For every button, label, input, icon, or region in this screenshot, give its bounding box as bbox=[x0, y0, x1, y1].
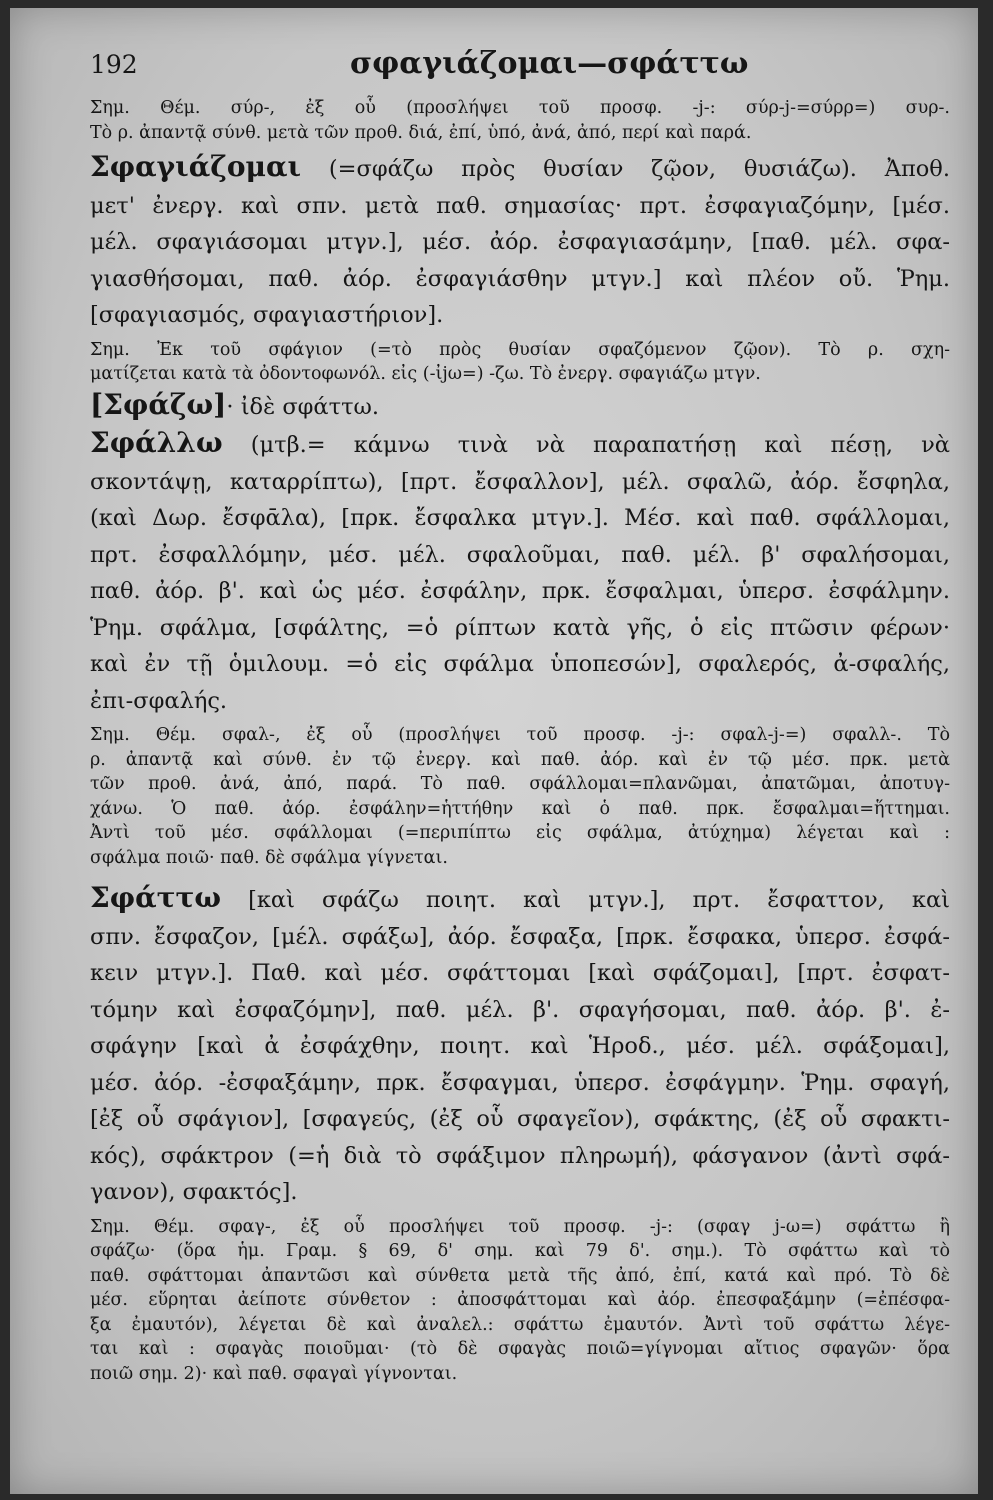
note-sfagiazomai bbox=[90, 338, 950, 387]
entry-line: μετ' ἐνεργ. καὶ σπν. μετὰ παθ. σημασίας· πρτ. ἐσφαγιαζόμην, [μέσ. bbox=[90, 192, 950, 219]
note-line: Σημ. Ἐκ τοῦ σφάγιον (=τὸ πρὸς θυσίαν σφαζόμενον ζῷον). Τὸ ρ. σχη- bbox=[90, 339, 950, 360]
lemma: Σφάττω bbox=[90, 881, 222, 914]
entry-line: σπν. ἔσφαζον, [μέλ. σφάξω], ἀόρ. ἔσφαξα, [πρκ. ἔσφακα, ὑπερσ. ἐσφά- bbox=[90, 923, 950, 950]
note-line: ται καὶ : σφαγὰς ποιοῦμαι· (τὸ δὲ σφαγὰς ποιῶ=γίγνομαι αἴτιος σφαγῶν· ὅρα bbox=[90, 1339, 950, 1359]
text-block bbox=[90, 46, 950, 1386]
note-line: Ἀντὶ τοῦ μέσ. σφάλλομαι (=περιπίπτω εἰς σφάλμα, ἀτύχημα) λέγεται καὶ : bbox=[90, 823, 950, 843]
note-line: σφάλμα ποιῶ· παθ. δὲ σφάλμα γίγνεται. bbox=[90, 847, 448, 868]
entry-line: σκοντάψῃ, καταρρίπτω), [πρτ. ἔσφαλλον], μέλ. σφαλῶ, ἀόρ. ἔσφηλα, bbox=[90, 468, 950, 495]
entry-line: πρτ. ἐσφαλλόμην, μέσ. μέλ. σφαλοῦμαι, παθ. μέλ. β' σφαλήσομαι, bbox=[90, 541, 950, 568]
entry-line: (καὶ Δωρ. ἔσφᾱλα), [πρκ. ἔσφαλκα μτγν.]. Μέσ. καὶ παθ. σφάλλομαι, bbox=[90, 505, 950, 531]
entry-sfazo bbox=[90, 387, 950, 426]
note-line: μέσ. εὕρηται ἀείποτε σύνθετον : ἀποσφάττομαι καὶ ἀόρ. ἐπεσφαξάμην (=ἐπέσφα- bbox=[90, 1290, 950, 1310]
entry-sfatto bbox=[90, 880, 950, 1211]
note-line: παθ. σφάττομαι ἀπαντῶσι καὶ σύνθετα μετὰ τῆς ἀπό, ἐπί, κατά καὶ πρό. Τὸ δὲ bbox=[90, 1265, 950, 1286]
page-number: 192 bbox=[90, 50, 138, 79]
entry-line: Ῥημ. σφάλμα, [σφάλτης, =ὁ ρίπτων κατὰ γῆς, ὁ εἰς πτῶσιν φέρων· bbox=[90, 614, 950, 641]
entry-line: σφάγην [καὶ ἀ ἐσφάχθην, ποιητ. καὶ Ἡροδ., μέσ. μέλ. σφάξομαι], bbox=[90, 1033, 950, 1059]
entry-line: τόμην καὶ ἐσφαζόμην], παθ. μέλ. β'. σφαγήσομαι, παθ. ἀόρ. β'. ἐ- bbox=[90, 996, 950, 1023]
entry-sfagiazomai bbox=[90, 149, 950, 334]
entry-first-line: Σφάλλω (μτβ.= κάμνω τινὰ νὰ παραπατήσῃ καὶ πέσῃ, νὰ bbox=[90, 426, 950, 459]
note-line: χάνω. Ὁ παθ. ἀόρ. ἐσφάλην=ἡττήθην καὶ ὁ παθ. πρκ. ἔσφαλμαι=ἥττημαι. bbox=[90, 798, 950, 819]
entry-line: μέλ. σφαγιάσομαι μτγν.], μέσ. ἀόρ. ἐσφαγιασάμην, [παθ. μέλ. σφα- bbox=[90, 229, 950, 255]
note-line: Σημ. Θέμ. σύρ-, ἐξ οὗ (προσλήψει τοῦ προσφ. -j-: σύρ-j-=σύρρ=) συρ-. bbox=[90, 98, 950, 118]
note-syro bbox=[90, 96, 950, 145]
lemma: Σφαγιάζομαι bbox=[90, 150, 302, 183]
entry-line: γιασθήσομαι, παθ. ἀόρ. ἐσφαγιάσθην μτγν.] καὶ πλέον οὔ. Ῥημ. bbox=[90, 265, 950, 292]
note-line: ρ. ἀπαντᾷ καὶ σύνθ. ἐν τῷ ἐνεργ. καὶ παθ. ἀόρ. καὶ ἐν τῷ μέσ. πρκ. μετὰ bbox=[90, 749, 950, 770]
entry-line: παθ. ἀόρ. β'. καὶ ὡς μέσ. ἐσφάλην, πρκ. ἔσφαλμαι, ὑπερσ. ἐσφάλμην. bbox=[90, 578, 950, 604]
note-line: τῶν προθ. ἀνά, ἀπό, παρά. Τὸ παθ. σφάλλομαι=πλανῶμαι, ἀπατῶμαι, ἀποτυγ- bbox=[90, 774, 950, 794]
entry-first-line: Σφάττω [καὶ σφάζω ποιητ. καὶ μτγν.], πρτ. ἔσφαττον, καὶ bbox=[90, 881, 950, 914]
entry-first-line: Σφαγιάζομαι (=σφάζω πρὸς θυσίαν ζῷον, θυσιάζω). Ἀποθ. bbox=[90, 150, 950, 183]
lemma: [Σφάζω] bbox=[90, 387, 227, 421]
note-line: Σημ. Θέμ. σφαγ-, ἐξ οὗ προσλήψει τοῦ προσφ. -j-: (σφαγ j-ω=) σφάττω ἢ bbox=[90, 1216, 950, 1237]
entry-line: γανον), σφακτός]. bbox=[90, 1179, 298, 1205]
entry-line: ἐπι-σφαλής. bbox=[90, 687, 228, 714]
entry-line: καὶ ἐν τῇ ὁμιλουμ. =ὁ εἰς σφάλμα ὑποπεσών], σφαλερός, ἀ-σφαλής, bbox=[90, 651, 950, 677]
page-header bbox=[90, 46, 950, 96]
note-line: ματίζεται κατὰ τὰ ὀδοντοφωνόλ. εἰς (-ἰjω=) -ζω. Τὸ ἐνεργ. σφαγιάζω μτγν. bbox=[90, 364, 761, 384]
running-title: σφαγιάζομαι—σφάττω bbox=[350, 46, 749, 81]
entry-line: κός), σφάκτρον (=ἡ διὰ τὸ σφάξιμον πληρωμή), φάσγανον (ἀντὶ σφά- bbox=[90, 1142, 950, 1169]
note-line: Σημ. Θέμ. σφαλ-, ἐξ οὗ (προσλήψει τοῦ προσφ. -j-: σφαλ-j-=) σφαλλ-. Τὸ bbox=[90, 725, 950, 745]
note-line: ποιῶ σημ. 2)· καὶ παθ. σφαγαὶ γίγνονται. bbox=[90, 1363, 458, 1384]
entry-line: κειν μτγν.]. Παθ. καὶ μέσ. σφάττομαι [καὶ σφάζομαι], [πρτ. ἐσφατ- bbox=[90, 960, 950, 986]
entry-first-line: [Σφάζω]· ἰδὲ σφάττω. bbox=[90, 387, 380, 421]
note-line: Τὸ ρ. ἀπαντᾷ σύνθ. μετὰ τῶν προθ. διά, ἐπί, ὑπό, ἀνά, ἀπό, περί καὶ παρά. bbox=[90, 122, 752, 143]
entry-line: [σφαγιασμός, σφαγιαστήριον]. bbox=[90, 302, 444, 328]
note-sfatto bbox=[90, 1215, 950, 1387]
entry-sfallo bbox=[90, 425, 950, 719]
entry-line: [ἐξ οὗ σφάγιον], [σφαγεύς, (ἐξ οὗ σφαγεῖον), σφάκτης, (ἐξ οὗ σφακτι- bbox=[90, 1106, 950, 1132]
book-page bbox=[10, 8, 978, 1494]
note-line: σφάζω· (ὅρα ἡμ. Γραμ. § 69, δ' σημ. καὶ 79 δ'. σημ.). Τὸ σφάττω καὶ τὸ bbox=[90, 1241, 950, 1261]
note-sfallo bbox=[90, 723, 950, 870]
note-line: ξα ἐμαυτόν), λέγεται δὲ καὶ ἀναλελ.: σφάττω ἐμαυτόν. Ἀντὶ τοῦ σφάττω λέγε- bbox=[90, 1314, 950, 1335]
entry-line: μέσ. ἀόρ. -ἐσφαξάμην, πρκ. ἔσφαγμαι, ὑπερσ. ἐσφάγμην. Ῥημ. σφαγή, bbox=[90, 1069, 950, 1096]
lemma: Σφάλλω bbox=[90, 426, 223, 459]
